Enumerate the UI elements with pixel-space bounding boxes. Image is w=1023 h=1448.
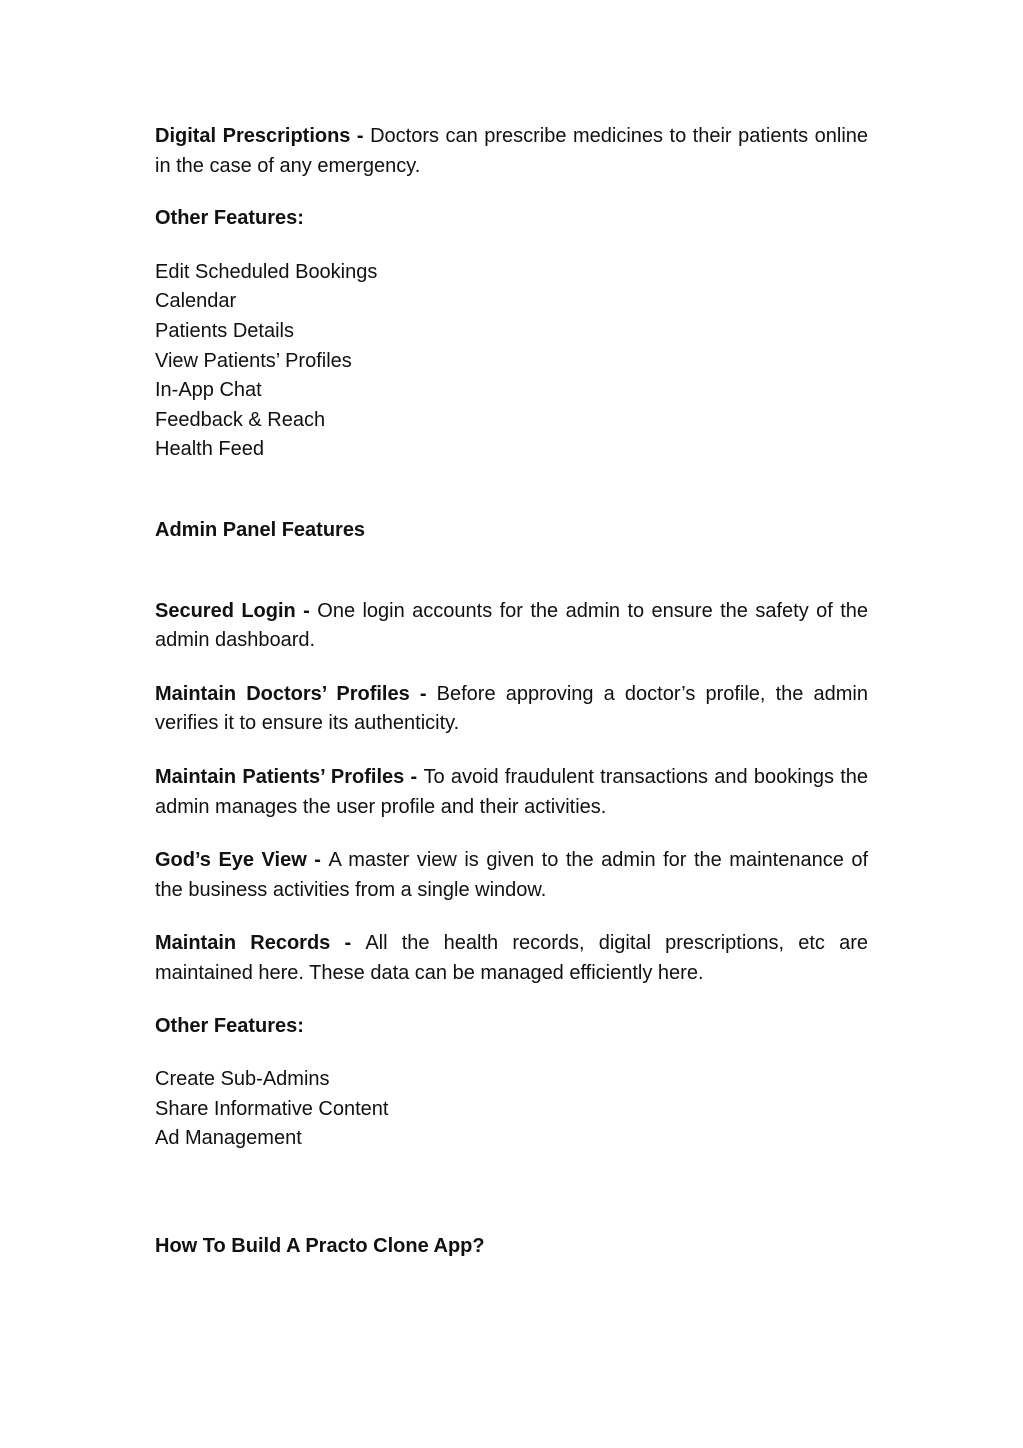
list-item: In-App Chat <box>155 379 262 402</box>
doctor-other-features-list <box>155 258 868 465</box>
paragraph-text: To avoid fraudulent transactions and bookings the admin manages the user profile and their activities. <box>155 765 869 818</box>
document-page <box>155 122 868 1261</box>
maintain-doctors-profiles-paragraph <box>155 680 868 739</box>
list-item: Feedback & Reach <box>155 408 326 431</box>
paragraph-title: Maintain Doctors’ Profiles <box>155 682 410 705</box>
paragraph-separator: - <box>350 125 371 147</box>
paragraph-title: Maintain Records <box>155 932 331 955</box>
digital-prescriptions-paragraph <box>155 122 868 181</box>
maintain-patients-profiles-paragraph <box>155 763 868 822</box>
how-to-build-heading: How To Build A Practo Clone App? <box>155 1234 485 1257</box>
paragraph-text: Doctors can prescribe medicines to their patients online in the case of any emergency. <box>155 125 869 177</box>
paragraph-separator: - <box>404 765 424 788</box>
paragraph-title: God’s Eye View <box>155 849 307 872</box>
list-item: Create Sub-Admins <box>155 1068 330 1091</box>
paragraph-text: A master view is given to the admin for the maintenance of the business activities from a single window. <box>155 849 869 901</box>
paragraph-separator: - <box>306 849 329 872</box>
list-item: Patients Details <box>155 319 294 342</box>
list-item: Share Informative Content <box>155 1097 389 1120</box>
secured-login-paragraph <box>155 597 868 656</box>
admin-panel-heading: Admin Panel Features <box>155 518 366 541</box>
paragraph-separator: - <box>330 932 366 955</box>
list-item: Calendar <box>155 290 237 313</box>
paragraph-text: All the health records, digital prescriptions, etc are maintained here. These data can be managed efficiently here. <box>155 932 868 984</box>
paragraph-text: Before approving a doctor’s profile, the admin verifies it to ensure its authenticity. <box>155 682 868 735</box>
admin-other-features-heading: Other Features: <box>155 1015 304 1038</box>
maintain-records-paragraph <box>155 929 868 988</box>
paragraph-title: Secured Login <box>155 599 296 622</box>
paragraph-title: Maintain Patients’ Profiles <box>155 765 405 788</box>
admin-other-features-list <box>155 1065 868 1154</box>
paragraph-separator: - <box>409 682 437 705</box>
list-item: Health Feed <box>155 438 264 461</box>
gods-eye-view-paragraph <box>155 846 868 905</box>
doctor-other-features-heading: Other Features: <box>155 207 304 230</box>
list-item: Ad Management <box>155 1127 302 1150</box>
paragraph-separator: - <box>295 599 318 622</box>
list-item: View Patients’ Profiles <box>155 349 352 372</box>
paragraph-text: One login accounts for the admin to ensure the safety of the admin dashboard. <box>155 599 869 652</box>
list-item: Edit Scheduled Bookings <box>155 260 378 283</box>
paragraph-title: Digital Prescriptions <box>155 125 351 147</box>
